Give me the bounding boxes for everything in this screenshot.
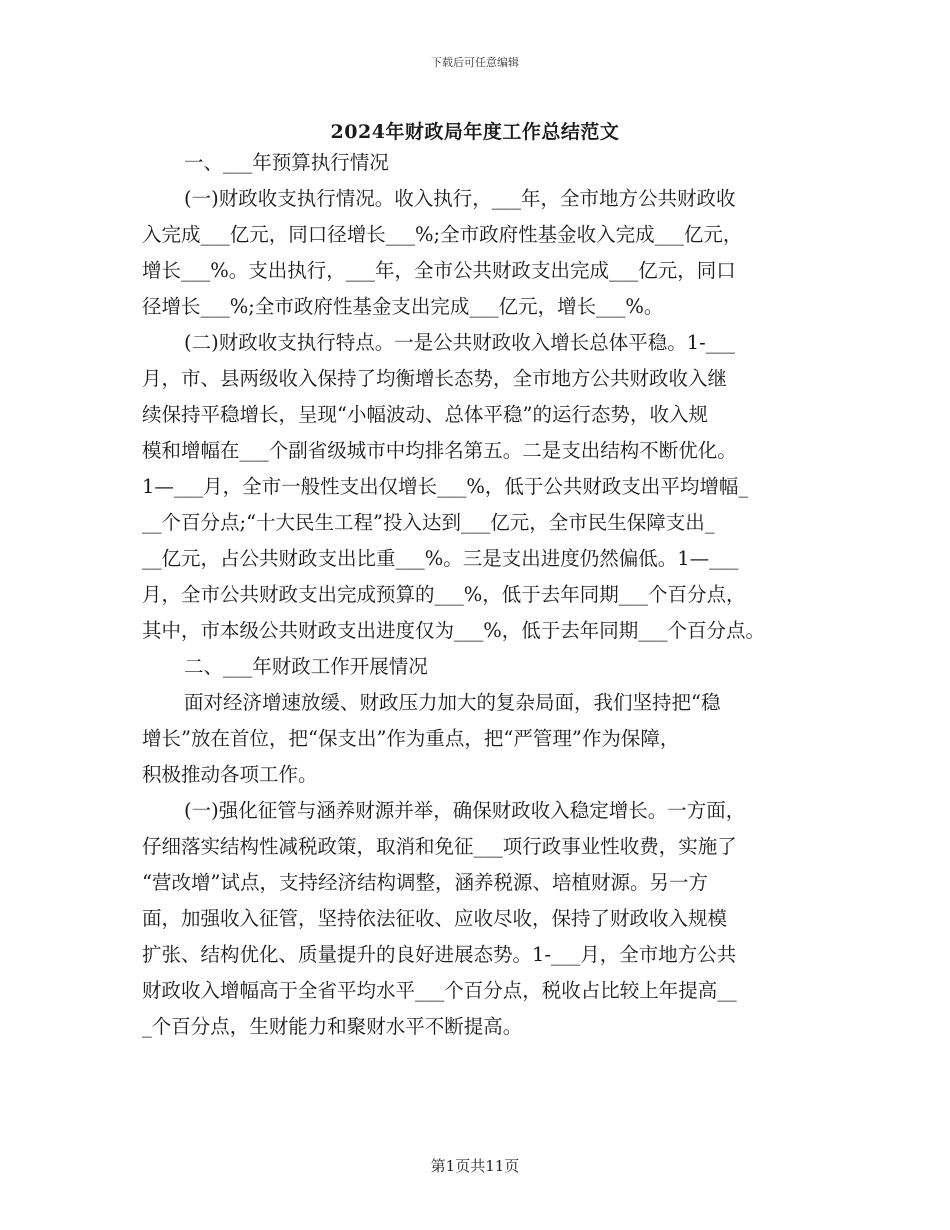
paragraph-line: 月，全市公共财政支出完成预算的___%，低于去年同期___个百分点， <box>142 583 746 606</box>
paragraph-line: __亿元，占公共财政支出比重___%。三是支出进度仍然偏低。1—___ <box>142 547 739 570</box>
paragraph-line: 面，加强收入征管，坚持依法征收、应收尽收，保持了财政收入规模 <box>142 907 728 930</box>
paragraph-line: 入完成___亿元，同口径增长___%;全市政府性基金收入完成___亿元， <box>142 223 743 246</box>
paragraph-line: 径增长___%;全市政府性基金支出完成___亿元，增长___%。 <box>142 295 664 318</box>
page-header-note: 下载后可任意编辑 <box>431 56 519 69</box>
paragraph-line: 积极推动各项工作。 <box>142 763 318 786</box>
paragraph-line: 财政收入增幅高于全省平均水平___个百分点，税收占比较上年提高__ <box>142 979 737 1002</box>
paragraph-line: “营改增”试点，支持经济结构调整，涵养税源、培植财源。另一方 <box>142 871 708 894</box>
paragraph-line: 1—___月，全市一般性支出仅增长___%，低于公共财政支出平均增幅_ <box>142 475 749 498</box>
paragraph-line: 增长___%。支出执行，___年，全市公共财政支出完成___亿元，同口 <box>142 259 736 282</box>
paragraph-line: 其中，市本级公共财政支出进度仅为___%，低于去年同期___个百分点。 <box>142 619 766 642</box>
paragraph-line: 面对经济增速放缓、财政压力加大的复杂局面，我们坚持把“稳 <box>184 691 721 714</box>
paragraph-line: 增长”放在首位，把“保支出”作为重点，把“严管理”作为保障， <box>142 727 680 750</box>
paragraph-line: __个百分点;“十大民生工程”投入达到___亿元，全市民生保障支出_ <box>142 511 715 534</box>
paragraph-line: 续保持平稳增长，呈现“小幅波动、总体平稳”的运行态势，收入规 <box>142 403 708 426</box>
paragraph-line: 扩张、结构优化、质量提升的良好进展态势。1-___月，全市地方公共 <box>142 943 737 966</box>
document-body <box>142 145 812 1045</box>
document-title: 2024年财政局年度工作总结范文 <box>330 121 620 143</box>
paragraph-line: _个百分点，生财能力和聚财水平不断提高。 <box>142 1015 523 1038</box>
section-heading-1: 一、___年预算执行情况 <box>184 151 389 174</box>
paragraph-line: 月，市、县两级收入保持了均衡增长态势，全市地方公共财政收入继 <box>142 367 728 390</box>
paragraph-line: 仔细落实结构性减税政策，取消和免征___项行政事业性收费，实施了 <box>142 835 737 858</box>
paragraph-line: (一)财政收支执行情况。收入执行，___年，全市地方公共财政收 <box>184 187 736 210</box>
paragraph-line: (一)强化征管与涵养财源并举，确保财政收入稳定增长。一方面， <box>184 799 746 822</box>
page-number-footer: 第1页共11页 <box>430 1157 520 1175</box>
paragraph-line: 模和增幅在___个副省级城市中均排名第五。二是支出结构不断优化。 <box>142 439 737 462</box>
paragraph-line: (二)财政收支执行特点。一是公共财政收入增长总体平稳。1-___ <box>184 331 735 354</box>
section-heading-2: 二、___年财政工作开展情况 <box>184 655 428 678</box>
